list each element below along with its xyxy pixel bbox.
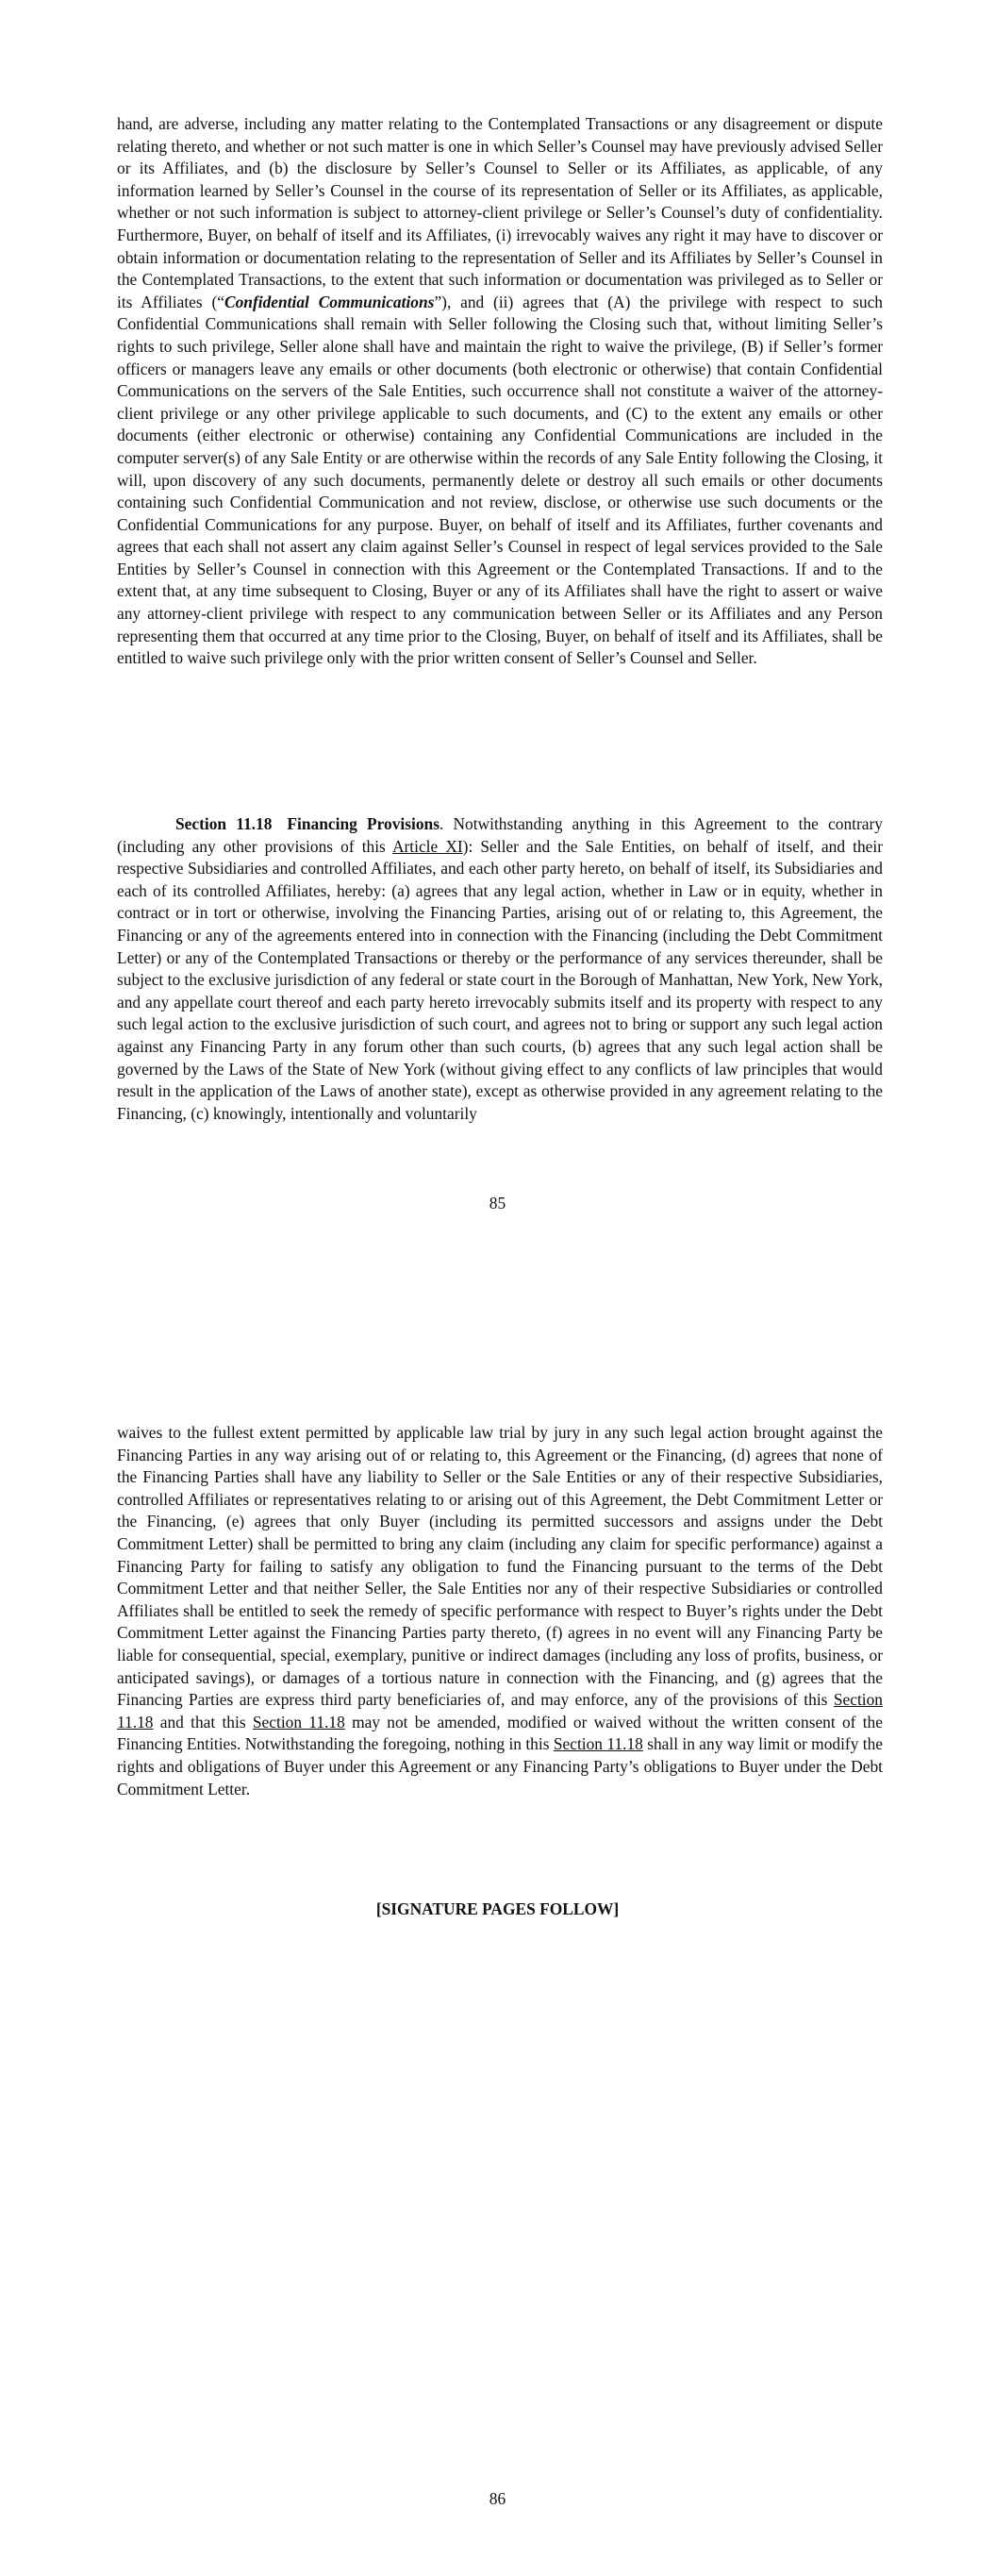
page-number: 85	[489, 1194, 506, 1213]
text-run: may not be amended, modified or waived without the written consent of the Financing Entities. Notwithstanding the foregoing, nothing in this	[117, 1712, 883, 1754]
page-number: 86	[489, 2489, 506, 2508]
defined-term-confidential-communications: Confidential Communications	[224, 292, 435, 311]
section-heading: Financing Provisions	[287, 814, 439, 833]
text-run: ): Seller and the Sale Entities, on behalf of itself, and their respective Subsidiaries and controlled Affiliates, and each other party hereto, on behalf of itself, its Subsidiaries and each of its controlled Affiliates, hereby: (a) agrees that any legal action, whether in Law or in equity, whether in contract or in tort or otherwise, involving the Financing Parties, arising out of or relating to, this Agreement, the Financing or any of the agreements entered into in connection with the Financing (including the Debt Commitment Letter) or any of the Contemplated Transactions or thereby or the performance of any services thereunder, shall be subject to the exclusive jurisdiction of any federal or state court in the Borough of Manhattan, New York, New York, and any appellate court thereof and each party hereto irrevocably submits itself and its property with respect to any such legal action to the exclusive jurisdiction of such court, and agrees not to bring or support any such legal action against any Financing Party in any forum other than such courts, (b) agrees that any such legal action shall be governed by the Laws of the State of New York (without giving effect to any conflicts of law principles that would result in the application of the Laws of another state), except as otherwise provided in any agreement relating to the Financing, (c) knowingly, intentionally and voluntarily	[117, 836, 883, 1123]
paragraph-section-11-18	[117, 813, 883, 1125]
signature-pages-note: [SIGNATURE PAGES FOLLOW]	[375, 1899, 620, 1918]
text-run: waives to the fullest extent permitted by applicable law trial by jury in any such legal action brought against the Financing Parties in any way arising out of or relating to, this Agreement or the Financing, (d) agrees that none of the Financing Parties shall have any liability to Seller or the Sale Entities or any of their respective Subsidiaries, controlled Affiliates or representatives relating to or arising out of this Agreement, the Debt Commitment Letter or the Financing, (e) agrees that only Buyer (including its permitted successors and assigns under the Debt Commitment Letter) shall be permitted to bring any claim (including any claim for specific performance) against a Financing Party for failing to satisfy any obligation to fund the Financing pursuant to the terms of the Debt Commitment Letter and that neither Seller, the Sale Entities nor any of their respective Subsidiaries or controlled Affiliates shall be entitled to seek the remedy of specific performance with respect to Buyer’s rights under the Debt Commitment Letter against the Financing Parties party thereto, (f) agrees in no event will any Financing Party be liable for consequential, special, exemplary, punitive or indirect damages (including any loss of profits, business, or anticipated savings), or damages of a tortious nature in connection with the Financing, and (g) agrees that the Financing Parties are express third party beneficiaries of, and may enforce, any of the provisions of this	[117, 1423, 883, 1710]
cross-reference-section-11-18[interactable]: Section 11.18	[252, 1712, 345, 1731]
page-86	[0, 1288, 995, 2576]
cross-reference-section-11-18[interactable]: Section 11.18	[553, 1734, 643, 1754]
paragraph-confidential-communications	[117, 113, 883, 670]
text-run: . Notwithstanding anything in this Agreement to the contrary (including any other provisions of this	[117, 814, 883, 856]
cross-reference-article-xi[interactable]: Article XI	[391, 836, 463, 856]
text-run: and that this	[153, 1712, 253, 1731]
cross-reference-section-11-18[interactable]: Section 11.18	[117, 1690, 883, 1731]
text-run: shall in any way limit or modify the rights and obligations of Buyer under this Agreement or any Financing Party’s obligations to Buyer under the Debt Commitment Letter.	[117, 1734, 884, 1798]
section-number: Section 11.18	[175, 814, 273, 833]
paragraph-section-11-18-continued	[117, 1422, 883, 1800]
text-run: hand, are adverse, including any matter relating to the Contemplated Transactions or any disagreement or dispute relating thereto, and whether or not such matter is one in which Seller’s Counsel may have previously advised Seller or its Affiliates, and (b) the disclosure by Seller’s Counsel to Seller or its Affiliates, as applicable, of any information learned by Seller’s Counsel in the course of its representation of Seller or its Affiliates, as applicable, whether or not such information is subject to attorney-client privilege or Seller’s Counsel’s duty of confidentiality. Furthermore, Buyer, on behalf of itself and its Affiliates, (i) irrevocably waives any right it may have to discover or obtain information or documentation relating to the representation of Seller and its Affiliates by Seller’s Counsel in the Contemplated Transactions, to the extent that such information or documentation was privileged as to Seller or its Affiliates (“	[117, 114, 883, 311]
text-run: ”), and (ii) agrees that (A) the privilege with respect to such Confidential Communications shall remain with Seller following the Closing such that, without limiting Seller’s rights to such privilege, Seller alone shall have and maintain the right to waive the privilege, (B) if Seller’s former officers or managers leave any emails or other documents (both electronic or otherwise) that contain Confidential Communications on the servers of the Sale Entities, such occurrence shall not constitute a waiver of the attorney-client privilege or any other privilege applicable to such documents, and (C) to the extent any emails or other documents (either electronic or otherwise) containing any Confidential Communications are included in the computer server(s) of any Sale Entity or are otherwise within the records of any Sale Entity following the Closing, it will, upon discovery of any such documents, permanently delete or destroy all such emails or other documents containing such Confidential Communication and not review, disclose, or otherwise use such documents or the Confidential Communications for any purpose. Buyer, on behalf of itself and its Affiliates, further covenants and agrees that each shall not assert any claim against Seller’s Counsel in respect of legal services provided to the Sale Entities by Seller’s Counsel in connection with this Agreement or the Contemplated Transactions. If and to the extent that, at any time subsequent to Closing, Buyer or any of its Affiliates shall have the right to assert or waive any attorney-client privilege with respect to any communication between Seller or its Affiliates and any Person representing them that occurred at any time prior to the Closing, Buyer, on behalf of itself and its Affiliates, shall be entitled to waive such privilege only with the prior written consent of Seller’s Counsel and Seller.	[117, 292, 883, 668]
